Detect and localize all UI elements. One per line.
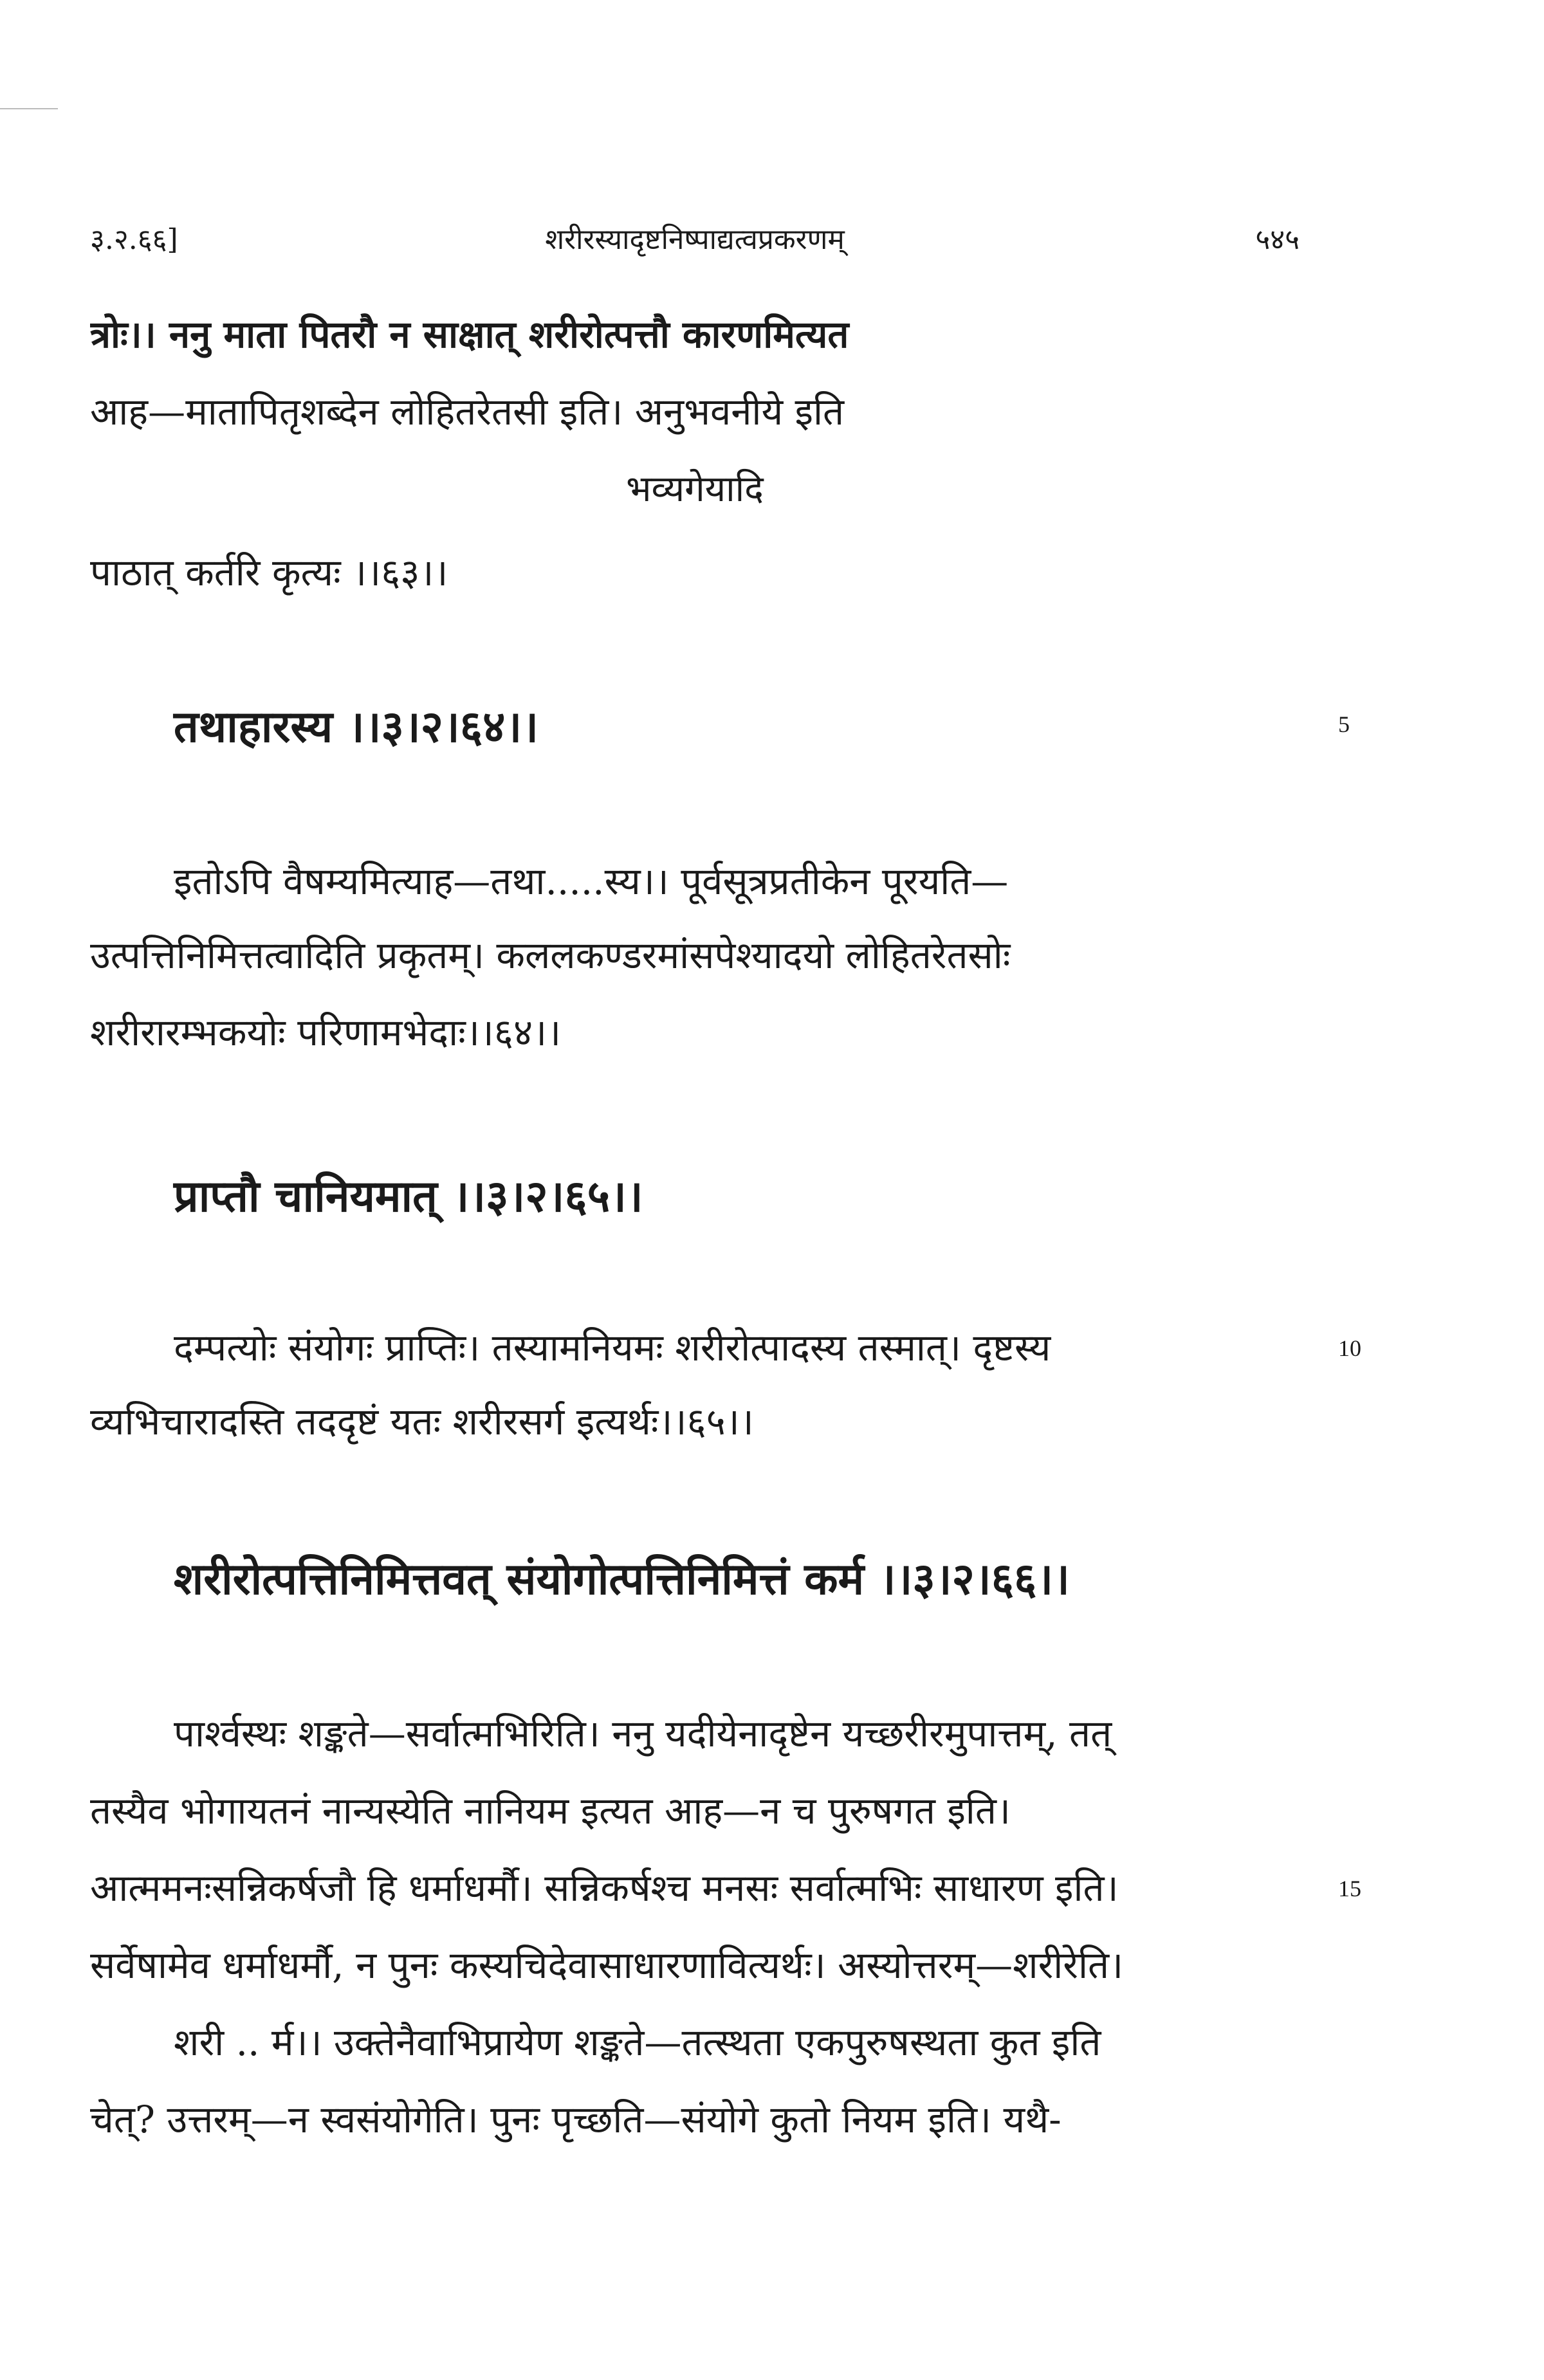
sutra-heading: प्राप्तौ चानियमात् ।।३।२।६५।। (174, 1171, 643, 1222)
sutra-heading: शरीरोत्पत्तिनिमित्तवत् संयोगोत्पत्तिनिमित्तं कर्म ।।३।२।६६।। (174, 1553, 1070, 1605)
text-line: त्रोः।। ननु माता पितरौ न साक्षात् शरीरोत्पत्तौ कारणमित्यत (90, 313, 849, 356)
text-line: आत्ममनःसन्निकर्षजौ हि धर्माधर्मौ। सन्निकर्षश्च मनसः सर्वात्मभिः साधारण इति। (90, 1866, 1119, 1910)
text-line: उत्पत्तिनिमित्तत्वादिति प्रकृतम्। कललकण्डरमांसपेश्यादयो लोहितरेतसोः (90, 933, 1011, 977)
text-line: व्यभिचारादस्ति तददृष्टं यतः शरीरसर्ग इत्यर्थः।।६५।। (90, 1400, 754, 1443)
text-line: भव्यगेयादि (626, 468, 764, 510)
line-number: 10 (1338, 1335, 1361, 1361)
line-number: 15 (1338, 1876, 1361, 1901)
text-line: शरी .. र्म।। उक्तेनैवाभिप्रायेण शङ्कते—तत्स्थता एकपुरुषस्थता कुत इति (174, 2020, 1101, 2064)
page-header (90, 219, 1300, 264)
text-line: इतोऽपि वैषम्यमित्याह—तथा.....स्य।। पूर्वसूत्रप्रतीकेन पूरयति— (174, 859, 1009, 903)
sutra-heading: तथाहारस्य ।।३।२।६४।। (174, 701, 538, 753)
text-line: दम्पत्योः संयोगः प्राप्तिः। तस्यामनियमः शरीरोत्पादस्य तस्मात्। दृष्टस्य (174, 1326, 1051, 1369)
text-line: सर्वेषामेव धर्माधर्मौ, न पुनः कस्यचिदेवासाधारणावित्यर्थः। अस्योत्तरम्—शरीरेति। (90, 1943, 1124, 1987)
text-line: चेत्? उत्तरम्—न स्वसंयोगेति। पुनः पृच्छति—संयोगे कुतो नियम इति। यथै- (90, 2098, 1062, 2141)
line-number: 5 (1338, 711, 1350, 737)
text-line: तस्यैव भोगायतनं नान्यस्येति नानियम इत्यत आह—न च पुरुषगत इति। (90, 1789, 1011, 1833)
text-line: आह—मातापितृशब्देन लोहितरेतसी इति। अनुभवनीये इति (90, 390, 845, 434)
page-number: ५४५ (1255, 223, 1300, 256)
text-line: पार्श्वस्थः शङ्कते—सर्वात्मभिरिति। ननु यदीयेनादृष्टेन यच्छरीरमुपात्तम्, तत् (174, 1712, 1112, 1755)
running-title: शरीरस्यादृष्टनिष्पाद्यत्वप्रकरणम् (545, 223, 845, 256)
text-line: शरीरारम्भकयोः परिणामभेदाः।।६४।। (90, 1011, 562, 1054)
text-line: पाठात् कर्तरि कृत्यः ।।६३।। (90, 551, 448, 594)
scan-mark (0, 108, 58, 109)
section-reference: ३.२.६६] (90, 223, 178, 256)
